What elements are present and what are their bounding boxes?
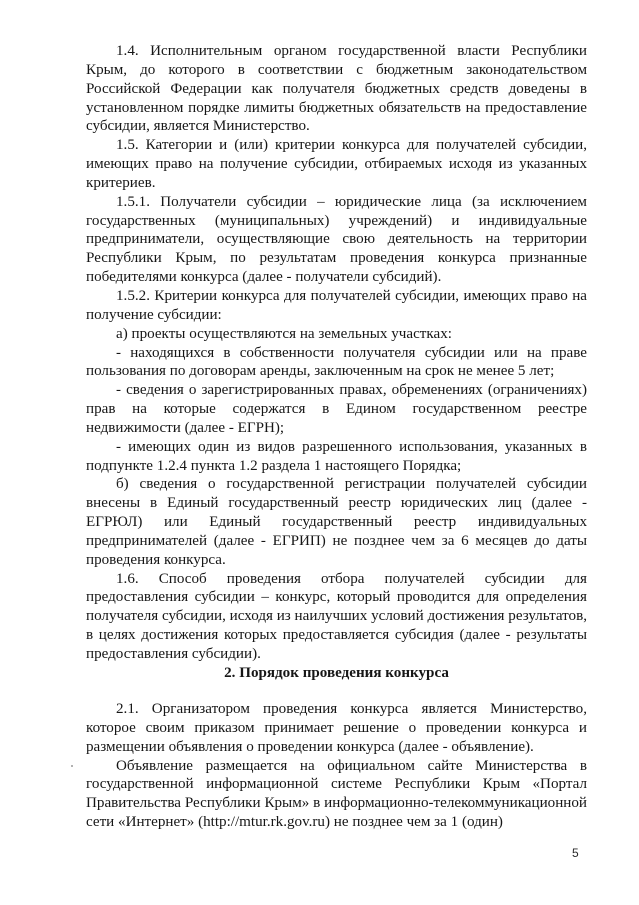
scan-speck: [71, 765, 73, 767]
paragraph-dash-ownership: - находящихся в собственности получателя субсидии или на праве пользования по договорам аренды, заключенным на срок не менее 5 лет;: [86, 344, 587, 380]
paragraph-1-4: 1.4. Исполнительным органом государственной власти Республики Крым, до которого в соответствии с бюджетным законодательством Российской Федерации как получателя бюджетных средств доведены в установленном порядке лимиты бюджетных обязательств на предоставление субсидии, является Министерство.: [86, 43, 587, 135]
paragraph-announcement: Объявление размещается на официальном сайте Министерства в государственной информационной системе Республики Крым «Портал Правительства Республики Крым» в информационно-телекоммуникационной сети «Интернет» (http://mtur.rk.gov.ru) не позднее чем за 1 (один): [86, 757, 587, 831]
paragraph-1-5-2: 1.5.2. Критерии конкурса для получателей субсидии, имеющих право на получение субсидии:: [86, 287, 587, 323]
paragraph-item-a: а) проекты осуществляются на земельных участках:: [116, 325, 452, 342]
paragraph-dash-egrn: - сведения о зарегистрированных правах, обременениях (ограничениях) прав на которые содержатся в Едином государственном реестре недвижимости (далее - ЕГРН);: [86, 382, 587, 436]
section-2-heading: 2. Порядок проведения конкурса: [224, 665, 449, 681]
paragraph-dash-permitted-use: - имеющих один из видов разрешенного использования, указанных в подпункте 1.2.4 пункта 1.2 раздела 1 настоящего Порядка;: [86, 438, 587, 474]
paragraph-1-5: 1.5. Категории и (или) критерии конкурса для получателей субсидии, имеющих право на получение субсидии, отбираемых исходя из указанных критериев.: [86, 137, 587, 191]
section-2-body: [86, 700, 587, 832]
paragraph-1-5-1: 1.5.1. Получатели субсидии – юридические лица (за исключением государственных (муниципальных) учреждений) и индивидуальные предприниматели, осуществляющие свою деятельность на территории Республики Крым, по результатам проведения конкурса признанные победителями конкурса (далее - получатели субсидий).: [86, 193, 587, 286]
section-1-body: [86, 42, 587, 664]
paragraph-item-b: б) сведения о государственной регистрации получателей субсидии внесены в Единый государственный реестр юридических лиц (далее - ЕГРЮЛ) или Единый государственный реестр индивидуальных предпринимателей (далее - ЕГРИП) не позднее чем за 6 месяцев до даты проведения конкурса.: [86, 476, 587, 568]
paragraph-2-1: 2.1. Организатором проведения конкурса является Министерство, которое своим приказом принимает решение о проведении конкурса и размещении объявления о проведении конкурса (далее - объявление).: [86, 701, 587, 755]
page-number: 5: [572, 846, 579, 860]
paragraph-1-6: 1.6. Способ проведения отбора получателей субсидии для предоставления субсидии – конкурс, который проводится для определения получателя субсидии, исходя из наилучших условий достижения результатов, в целях достижения которых предоставляется субсидия (далее - результаты предоставления субсидии).: [86, 570, 587, 662]
